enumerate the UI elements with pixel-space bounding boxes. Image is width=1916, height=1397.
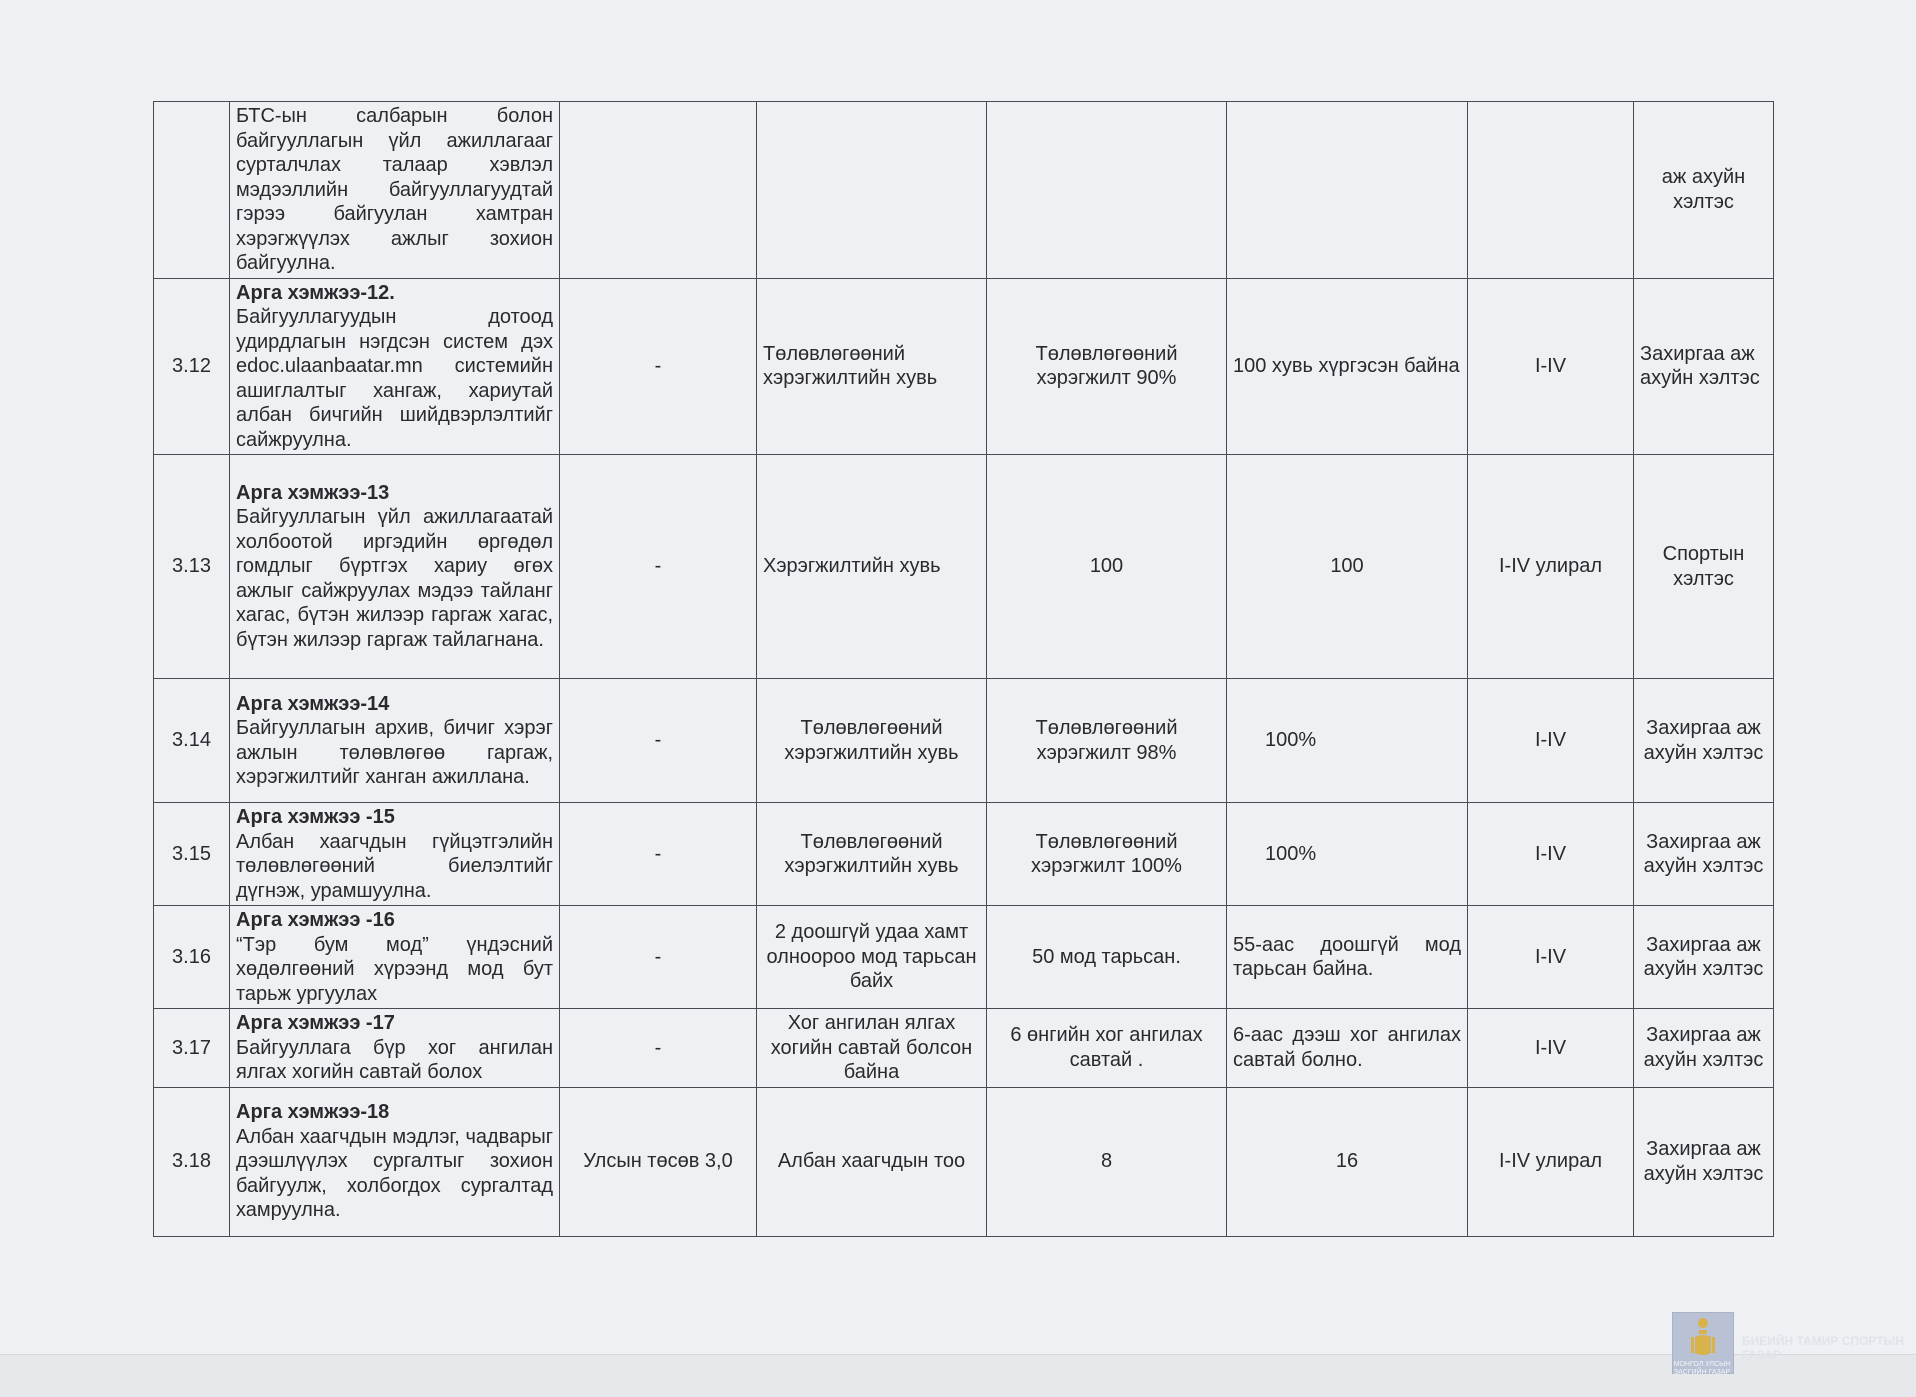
baseline-cell: Төлөвлөгөөний хэрэгжилт 98%: [987, 679, 1227, 803]
activity-text: Албан хаагчдын мэдлэг, чадварыг дээшлүүлэх сургалтыг зохион байгуулж, холбогдох сургалтад хамруулна.: [236, 1125, 553, 1222]
indicator-cell: Хэрэгжилтийн хувь: [757, 455, 987, 679]
budget-cell: -: [560, 679, 757, 803]
indicator-cell: Төлөвлөгөөний хэрэгжилтийн хувь: [757, 679, 987, 803]
row-number: 3.18: [154, 1087, 230, 1236]
activity-title: Арга хэмжээ -16: [236, 909, 395, 931]
baseline-cell: 50 мод тарьсан.: [987, 906, 1227, 1009]
row-number: 3.14: [154, 679, 230, 803]
budget-cell: -: [560, 803, 757, 906]
table-row: [154, 906, 1774, 1009]
target-cell: 100%: [1227, 803, 1468, 906]
activity-text: БТС-ын салбарын болон байгууллагын үйл ажиллагааг сурталчлах талаар хэвлэл мэдээллийн байгууллагуудтай гэрээ байгуулан хамтран хэрэгжүүлэх ажлыг зохион байгуулна.: [236, 105, 553, 274]
table-row: [154, 278, 1774, 455]
period-cell: [1468, 102, 1634, 279]
baseline-cell: [987, 102, 1227, 279]
row-number: 3.12: [154, 278, 230, 455]
budget-cell: -: [560, 278, 757, 455]
period-cell: I-IV: [1468, 679, 1634, 803]
activity-cell: [230, 1009, 560, 1088]
indicator-cell: 2 доошгүй удаа хамт олноороо мод тарьсан байх: [757, 906, 987, 1009]
period-cell: I-IV: [1468, 803, 1634, 906]
responsible-cell: Захиргаа аж ахуйн хэлтэс: [1634, 1009, 1774, 1088]
target-cell: 6-аас дээш хог ангилах савтай болно.: [1227, 1009, 1468, 1088]
baseline-cell: Төлөвлөгөөний хэрэгжилт 90%: [987, 278, 1227, 455]
budget-cell: [560, 102, 757, 279]
budget-cell: -: [560, 906, 757, 1009]
activity-title: Арга хэмжээ -17: [236, 1012, 395, 1034]
indicator-cell: Төлөвлөгөөний хэрэгжилтийн хувь: [757, 278, 987, 455]
baseline-cell: Төлөвлөгөөний хэрэгжилт 100%: [987, 803, 1227, 906]
responsible-cell: Захиргаа аж ахуйн хэлтэс: [1634, 1087, 1774, 1236]
period-cell: I-IV: [1468, 1009, 1634, 1088]
row-number: 3.16: [154, 906, 230, 1009]
row-number: 3.13: [154, 455, 230, 679]
action-plan-table: [153, 101, 1774, 1237]
table-row: [154, 1087, 1774, 1236]
period-cell: I-IV улирал: [1468, 1087, 1634, 1236]
target-cell: 100: [1227, 455, 1468, 679]
responsible-cell: аж ахуйн хэлтэс: [1634, 102, 1774, 279]
budget-cell: Улсын төсөв 3,0: [560, 1087, 757, 1236]
responsible-cell: Захиргаа аж ахуйн хэлтэс: [1634, 679, 1774, 803]
indicator-cell: [757, 102, 987, 279]
activity-text: Байгууллага бүр хог ангилан ялгах хогийн савтай болох: [236, 1036, 553, 1083]
activity-cell: [230, 1087, 560, 1236]
soyombo-emblem-icon: [1673, 1313, 1733, 1361]
target-cell: 55-аас доошгүй мод тарьсан байна.: [1227, 906, 1468, 1009]
activity-cell: [230, 803, 560, 906]
logo-caption: МОНГОЛ УЛСЫН ЗАСГИЙН ГАЗАР: [1673, 1361, 1731, 1376]
page-edge: [0, 1354, 1916, 1397]
responsible-cell: Захиргаа аж ахуйн хэлтэс: [1634, 803, 1774, 906]
budget-cell: -: [560, 455, 757, 679]
activity-cell: [230, 455, 560, 679]
row-number: [154, 102, 230, 279]
indicator-cell: Төлөвлөгөөний хэрэгжилтийн хувь: [757, 803, 987, 906]
budget-cell: -: [560, 1009, 757, 1088]
activity-title: Арга хэмжээ-13: [236, 481, 390, 504]
table-row: [154, 455, 1774, 679]
activity-title: Арга хэмжээ -15: [236, 806, 395, 828]
baseline-cell: 6 өнгийн хог ангилах савтай .: [987, 1009, 1227, 1088]
indicator-cell: Хог ангилан ялгах хогийн савтай болсон байна: [757, 1009, 987, 1088]
table-row: [154, 803, 1774, 906]
activity-text: Албан хаагчдын гүйцэтгэлийн төлөвлөгөөний биелэлтийг дүгнэж, урамшуулна.: [236, 830, 553, 902]
table-row: [154, 102, 1774, 279]
responsible-cell: Захиргаа аж ахуйн хэлтэс: [1634, 278, 1774, 455]
target-cell: 100%: [1227, 679, 1468, 803]
activity-title: Арга хэмжээ-12.: [236, 281, 395, 304]
activity-cell: [230, 278, 560, 455]
baseline-cell: 100: [987, 455, 1227, 679]
period-cell: I-IV улирал: [1468, 455, 1634, 679]
baseline-cell: 8: [987, 1087, 1227, 1236]
indicator-cell: Албан хаагчдын тоо: [757, 1087, 987, 1236]
activity-cell: [230, 906, 560, 1009]
target-cell: 100 хувь хүргэсэн байна: [1227, 278, 1468, 455]
activity-text: Байгууллагуудын дотоод удирдлагын нэгдсэн систем дэх edoc.ulaanbaatar.mn системийн ашиглалтыг хангаж, хариутай албан бичгийн шийдвэрлэлтийг сайжруулна.: [236, 306, 553, 451]
table-row: [154, 679, 1774, 803]
activity-text: Байгууллагын архив, бичиг хэрэг ажлын төлөвлөгөө гаргаж, хэрэгжилтийг ханган ажиллана.: [236, 717, 553, 788]
activity-cell: [230, 102, 560, 279]
period-cell: I-IV: [1468, 906, 1634, 1009]
period-cell: I-IV: [1468, 278, 1634, 455]
responsible-cell: Спортын хэлтэс: [1634, 455, 1774, 679]
row-number: 3.15: [154, 803, 230, 906]
row-number: 3.17: [154, 1009, 230, 1088]
watermark-text: БИЕИЙН ТАМИР СПОРТЫН ГАЗАР: [1742, 1334, 1904, 1362]
target-cell: 16: [1227, 1087, 1468, 1236]
activity-title: Арга хэмжээ-18: [236, 1101, 390, 1124]
target-cell: [1227, 102, 1468, 279]
activity-text: Байгууллагын үйл ажиллагаатай холбоотой иргэдийн өргөдөл гомдлыг бүртгэх хариу өгөх ажлыг сайжруулах мэдээ тайланг хагас, бүтэн жилээр гаргаж хагас, бүтэн жилээр гаргаж тайлагнана.: [236, 506, 553, 651]
table-row: [154, 1009, 1774, 1088]
responsible-cell: Захиргаа аж ахуйн хэлтэс: [1634, 906, 1774, 1009]
activity-cell: [230, 679, 560, 803]
activity-title: Арга хэмжээ-14: [236, 692, 390, 715]
activity-text: “Тэр бум мод” үндэсний хөдөлгөөний хүрээнд мод бут тарьж ургуулах: [236, 933, 553, 1005]
